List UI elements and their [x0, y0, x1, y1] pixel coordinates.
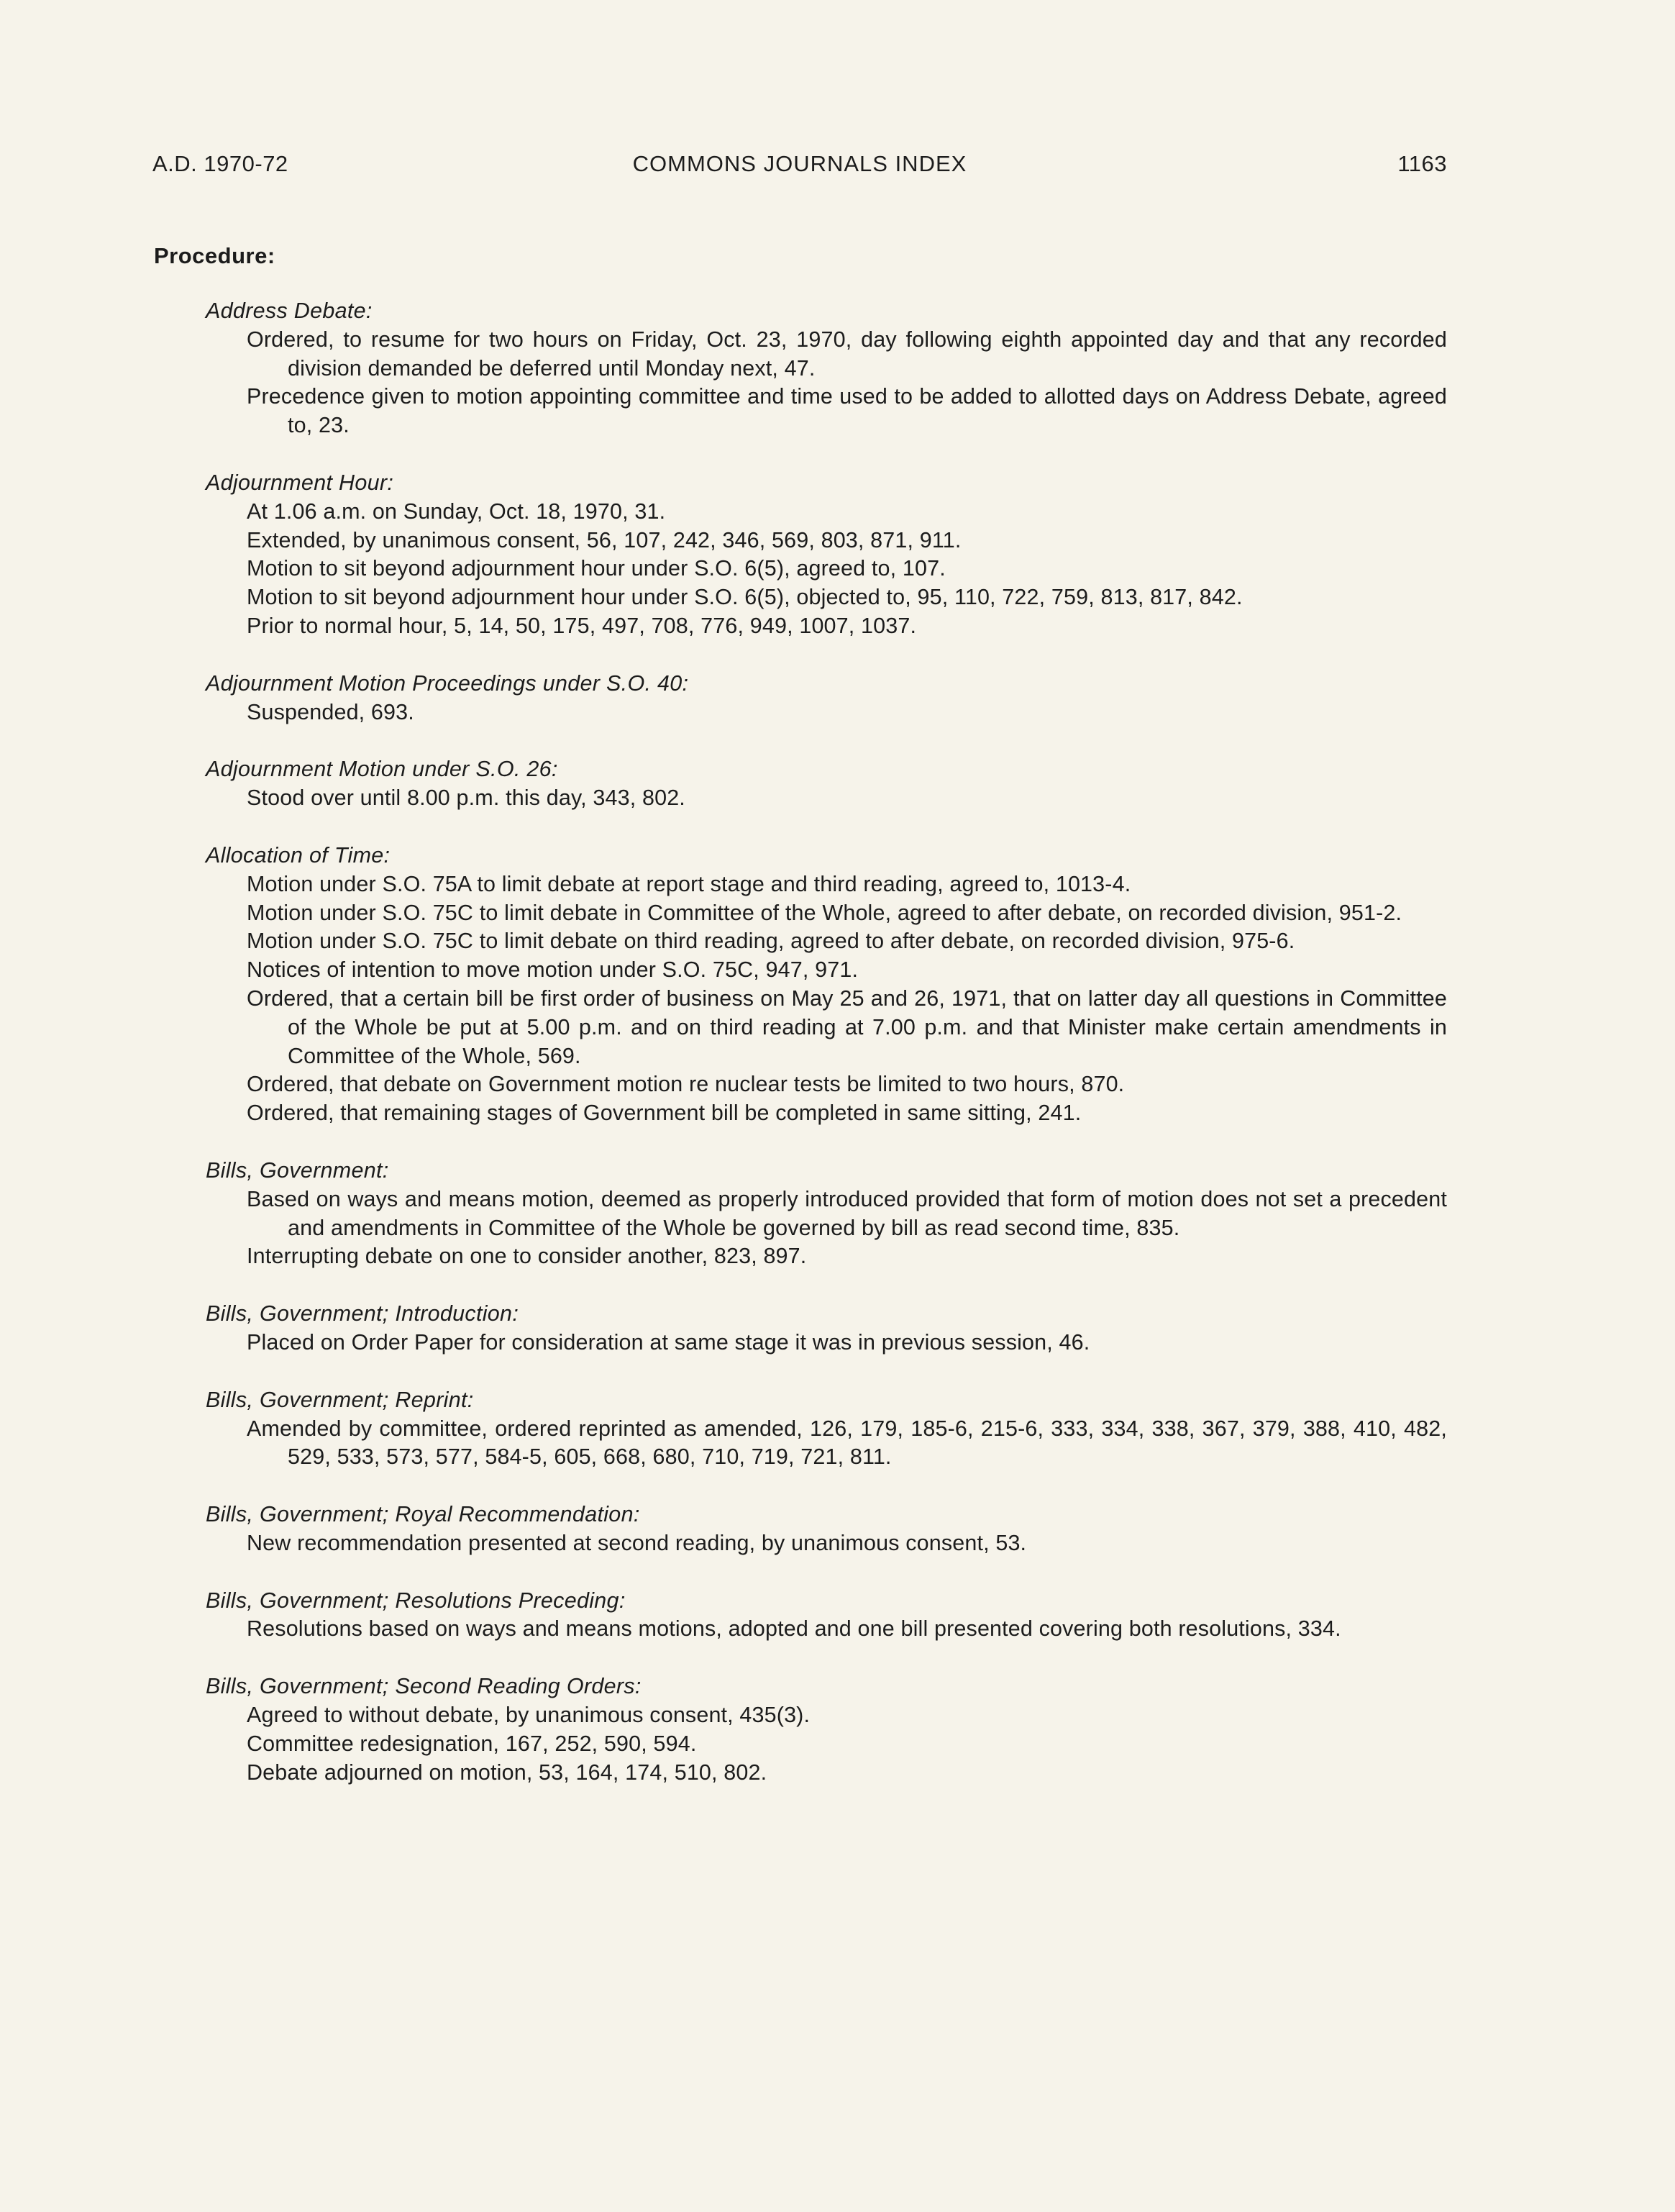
index-group: [206, 842, 1447, 1128]
subject-heading: Bills, Government:: [206, 1157, 389, 1183]
index-entry: New recommendation presented at second reading, by unanimous consent, 53.: [247, 1530, 1027, 1555]
index-entry: Interrupting debate on one to consider another, 823, 897.: [247, 1244, 807, 1269]
index-entry: Motion under S.O. 75A to limit debate at report stage and third reading, agreed to, 1013-4.: [247, 871, 1131, 896]
index-entry: Resolutions based on ways and means motions, adopted and one bill presented covering both resolutions, 334.: [247, 1616, 1341, 1642]
header-date-range: A.D. 1970-72: [152, 151, 288, 176]
index-entry: Precedence given to motion appointing committee and time used to be added to allotted days on Address Debate, agreed to, 23.: [247, 384, 1447, 438]
section-title: Procedure:: [154, 243, 275, 268]
index-group: [206, 1386, 1447, 1472]
subject-heading: Adjournment Motion under S.O. 26:: [206, 757, 558, 782]
index-entry: At 1.06 a.m. on Sunday, Oct. 18, 1970, 31.: [247, 499, 666, 524]
running-header: [152, 151, 1447, 183]
index-entry: Extended, by unanimous consent, 56, 107, 242, 346, 569, 803, 871, 911.: [247, 527, 962, 552]
index-body: [206, 297, 1447, 1816]
index-entry: Suspended, 693.: [247, 699, 414, 724]
index-entry: Notices of intention to move motion under S.O. 75C, 947, 971.: [247, 957, 859, 983]
page-number: 1163: [1397, 151, 1447, 176]
index-entry: Amended by committee, ordered reprinted as amended, 126, 179, 185-6, 215-6, 333, 334, 338, 367, 379, 388, 410, 482, 529, 533, 573, 577, 584-5, 605, 668, 680, 710, 719, 721, 811.: [247, 1416, 1447, 1470]
subject-heading: Adjournment Hour:: [206, 470, 394, 495]
index-entry: Ordered, that remaining stages of Government bill be completed in same sitting, 241.: [247, 1101, 1082, 1126]
index-entry: Committee redesignation, 167, 252, 590, 594.: [247, 1731, 697, 1756]
index-entry: Debate adjourned on motion, 53, 164, 174, 510, 802.: [247, 1760, 767, 1785]
index-entry: Motion under S.O. 75C to limit debate in Committee of the Whole, agreed to after debate, on recorded division, 951-2.: [247, 900, 1402, 925]
subject-heading: Allocation of Time:: [206, 842, 391, 868]
index-entry: Motion to sit beyond adjournment hour under S.O. 6(5), agreed to, 107.: [247, 556, 946, 581]
index-group: [206, 1672, 1447, 1787]
index-group: [206, 670, 1447, 727]
subject-heading: Bills, Government; Royal Recommendation:: [206, 1502, 640, 1527]
index-group: [206, 1587, 1447, 1644]
index-entry: Placed on Order Paper for consideration at same stage it was in previous session, 46.: [247, 1329, 1090, 1355]
index-entry: Ordered, that debate on Government motion re nuclear tests be limited to two hours, 870.: [247, 1072, 1125, 1097]
index-entry: Based on ways and means motion, deemed as properly introduced provided that form of motion does not set a precedent and amendments in Committee of the Whole be governed by bill as read second time, 835.: [247, 1186, 1447, 1240]
index-group: [206, 755, 1447, 813]
index-entry: Agreed to without debate, by unanimous consent, 435(3).: [247, 1703, 811, 1728]
index-entry: Ordered, to resume for two hours on Friday, Oct. 23, 1970, day following eighth appointed day and that any recorded division demanded be deferred until Monday next, 47.: [247, 327, 1447, 381]
index-entry: Prior to normal hour, 5, 14, 50, 175, 497, 708, 776, 949, 1007, 1037.: [247, 613, 917, 638]
subject-heading: Bills, Government; Introduction:: [206, 1301, 519, 1326]
subject-heading: Bills, Government; Reprint:: [206, 1387, 474, 1412]
index-entry: Ordered, that a certain bill be first order of business on May 25 and 26, 1971, that on latter day all questions in Committee of the Whole be put at 5.00 p.m. and on third reading at 7.00 p.m. and that Minister make certain amendments in Committee of the Whole, 569.: [247, 986, 1447, 1068]
index-group: [206, 1501, 1447, 1558]
subject-heading: Address Debate:: [206, 299, 373, 323]
index-group: [206, 1300, 1447, 1357]
subject-heading: Bills, Government; Second Reading Orders:: [206, 1674, 642, 1699]
index-entry: Stood over until 8.00 p.m. this day, 343, 802.: [247, 786, 685, 811]
index-group: [206, 297, 1447, 440]
index-group: [206, 1157, 1447, 1271]
subject-heading: Adjournment Motion Proceedings under S.O. 40:: [206, 670, 689, 696]
index-entry: Motion under S.O. 75C to limit debate on third reading, agreed to after debate, on recorded division, 975-6.: [247, 929, 1295, 954]
subject-heading: Bills, Government; Resolutions Preceding:: [206, 1588, 626, 1613]
header-title: COMMONS JOURNALS INDEX: [632, 151, 967, 176]
index-group: [206, 469, 1447, 641]
index-entry: Motion to sit beyond adjournment hour under S.O. 6(5), objected to, 95, 110, 722, 759, 813, 817, 842.: [247, 585, 1243, 610]
